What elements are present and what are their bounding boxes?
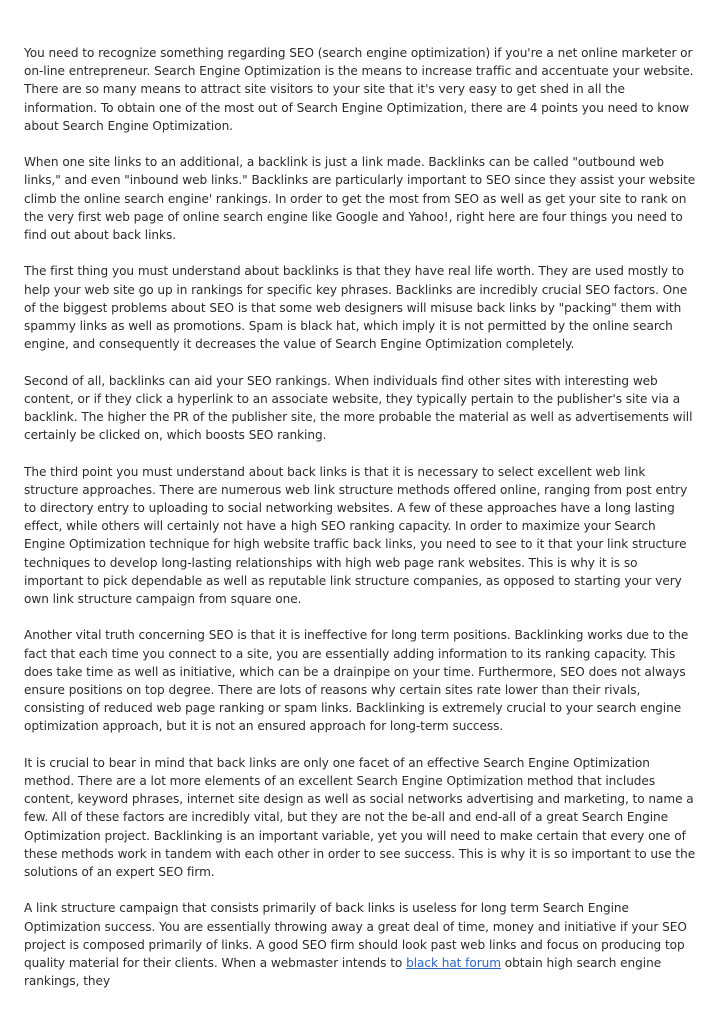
paragraph-8 [24, 899, 698, 990]
paragraph-8-text-after: obtain high search engine rankings, they [24, 956, 662, 989]
document-body [24, 44, 698, 1009]
paragraph-8-text-before: A link structure campaign that consists primarily of back links is useless for long term Search Engine Optimization success. You are essentially throwing away a great deal of time, money and initiative if your SEO project is composed primarily of links. A good SEO firm should look past web links and focus on producing top quality material for their clients. When a webmaster intends to [24, 901, 687, 971]
paragraph-4: Second of all, backlinks can aid your SEO rankings. When individuals find other sites with interesting web content, or if they click a hyperlink to an associate website, they typically pertain to the publisher's site via a backlink. The higher the PR of the publisher site, the more probable the material as well as advertisements will certainly be clicked on, which boosts SEO ranking. [24, 373, 693, 443]
paragraph-2: When one site links to an additional, a backlink is just a link made. Backlinks can be called "outbound web links," and even "inbound web links." Backlinks are particularly important to SEO since they assist your website climb the online search engine' rankings. In order to get the most from SEO as well as get your site to rank on the very first web page of online search engine like Google and Yahoo!, right here are four things you need to find out about back links. [24, 155, 696, 243]
paragraph-5: The third point you must understand about back links is that it is necessary to select excellent web link structure approaches. There are numerous web link structure methods offered online, ranging from post entry to directory entry to uploading to social networking websites. A few of these approaches have a long lasting effect, while others will certainly not have a high SEO ranking capacity. In order to maximize your Search Engine Optimization technique for high website traffic back links, you need to see to it that your link structure techniques to develop long-lasting relationships with high web page rank websites. This is why it is so important to pick dependable as well as reputable link structure companies, as opposed to starting your very own link structure campaign from square one. [24, 464, 688, 607]
paragraph-6: Another vital truth concerning SEO is that it is ineffective for long term positions. Backlinking works due to the fact that each time you connect to a site, you are essentially adding information to its ranking capacity. This does take time as well as initiative, which can be a drainpipe on your time. Furthermore, SEO does not always ensure positions on top degree. There are lots of reasons why certain sites rate lower than their rivals, consisting of reduced web page ranking or spam links. Backlinking is extremely crucial to your search engine optimization approach, but it is not an ensured approach for long-term success. [24, 628, 689, 734]
black-hat-forum-link[interactable]: black hat forum [406, 956, 501, 971]
paragraph-7: It is crucial to bear in mind that back links are only one facet of an effective Search Engine Optimization method. There are a lot more elements of an excellent Search Engine Optimization method that includes content, keyword phrases, internet site design as well as social networks advertising and marketing, to name a few. All of these factors are incredibly vital, but they are not the be-all and end-all of a great Search Engine Optimization project. Backlinking is an important variable, yet you will need to make certain that every one of these methods work in tandem with each other in order to see success. This is why it is so important to use the solutions of an expert SEO firm. [24, 755, 696, 880]
paragraph-1: You need to recognize something regarding SEO (search engine optimization) if you're a net online marketer or on-line entrepreneur. Search Engine Optimization is the means to increase traffic and accentuate your website. There are so many means to attract site visitors to your site that it's very easy to get shed in all the information. To obtain one of the most out of Search Engine Optimization, there are 4 points you need to know about Search Engine Optimization. [24, 46, 694, 133]
paragraph-3: The first thing you must understand about backlinks is that they have real life worth. They are used mostly to help your web site go up in rankings for specific key phrases. Backlinks are incredibly crucial SEO factors. One of the biggest problems about SEO is that some web designers will misuse back links by "packing" them with spammy links as well as promotions. Spam is black hat, which imply it is not permitted by the online search engine, and consequently it decreases the value of Search Engine Optimization completely. [24, 264, 688, 352]
